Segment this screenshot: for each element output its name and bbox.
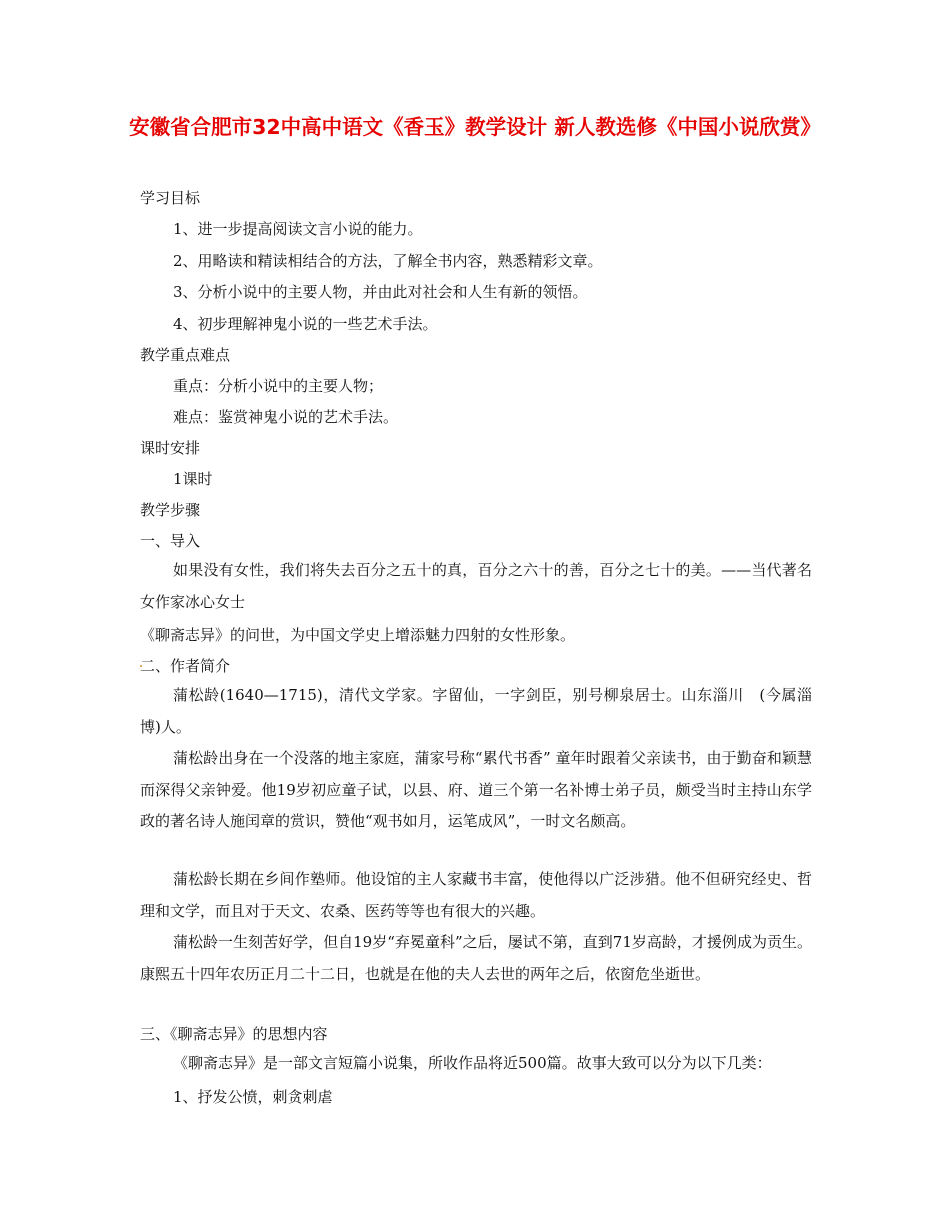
objective-item: 3、分析小说中的主要人物，并由此对社会和人生有新的领悟。 [173,283,588,301]
author-paragraph: 蒲松龄(1640—1715)，清代文学家。字留仙，一字剑臣，别号柳泉居士。山东淄川 (今属淄博)人。 [140,686,812,736]
content-item: 1、抒发公愤，刺贪刺虐 [173,1088,333,1106]
focus-difficulty: 难点：鉴赏神鬼小说的艺术手法。 [173,408,399,426]
focus-heading: 教学重点难点 [140,346,231,364]
intro-line: 《聊斋志异》的问世，为中国文学史上增添魅力四射的女性形象。 [140,626,576,644]
steps-heading: 教学步骤 [140,501,201,519]
author-paragraph: 蒲松龄出身在一个没落的地主家庭，蒲家号称“累代书香” 童年时跟着父亲读书，由于勤奋和颖慧而深得父亲钟爱。他19岁初应童子试，以县、府、道三个第一名补博士弟子员，颇受当时主持山东学政的著名诗人施闰章的赏识，赞他“观书如月，运笔成风”，一时文名颇高。 [140,749,812,830]
content-paragraph: 《聊斋志异》是一部文言短篇小说集，所收作品将近500篇。故事大致可以分为以下几类： [173,1054,772,1072]
objective-item: 1、进一步提高阅读文言小说的能力。 [173,220,423,238]
intro-quote: 如果没有女性，我们将失去百分之五十的真，百分之六十的善，百分之七十的美。——当代著名女作家冰心女士 [140,561,812,611]
intro-heading: 一、导入 [140,532,201,550]
objective-item: 4、初步理解神鬼小说的一些艺术手法。 [173,315,438,333]
objectives-heading: 学习目标 [140,189,201,207]
author-paragraph: 蒲松龄一生刻苦好学，但自19岁“弃冕童科”之后，屡试不第，直到71岁高龄，才援例成为贡生。康熙五十四年农历正月二十二日，也就是在他的夫人去世的两年之后，依窗危坐逝世。 [140,933,812,983]
author-paragraph: 蒲松龄长期在乡间作塾师。他设馆的主人家藏书丰富，使他得以广泛涉猎。他不但研究经史、哲理和文学，而且对于天文、农桑、医药等等也有很大的兴趣。 [140,870,812,920]
content-heading: 三、《聊斋志异》的思想内容 [140,1025,328,1043]
focus-key: 重点：分析小说中的主要人物； [173,377,384,395]
document-title: 安徽省合肥市32中高中语文《香玉》教学设计 新人教选修《中国小说欣赏》 [129,115,821,139]
objective-item: 2、用略读和精读相结合的方法，了解全书内容，熟悉精彩文章。 [173,252,603,270]
schedule-value: 1课时 [173,470,213,488]
author-heading: 二、作者简介 [140,657,231,675]
schedule-heading: 课时安排 [140,439,201,457]
